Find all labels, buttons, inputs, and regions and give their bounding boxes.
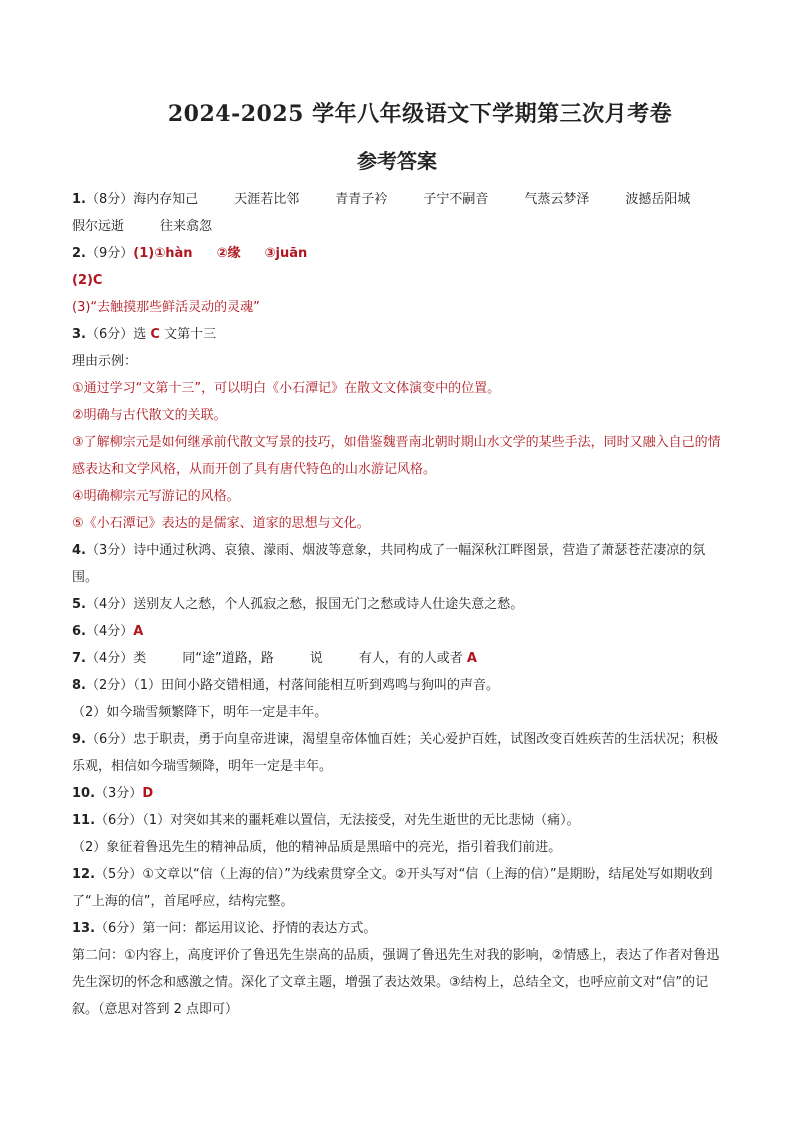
q7-c: 说 — [309, 651, 323, 666]
q10-number: 10. — [72, 786, 96, 801]
answer-content — [72, 186, 727, 1023]
q13-line-2: 第二问：①内容上，高度评价了鲁迅先生崇高的品质，强调了鲁迅先生对我的影响，②情感上，表达了作者对鲁迅先生深切的怀念和感激之情。深化了文章主题，增强了表达效果。③结构上，总结全文，也呼应前文对“信”的记叙。（意思对答到 2 点即可） — [72, 948, 720, 1017]
q7-choice: A — [466, 651, 477, 666]
q2-part1-b: ②缘 — [216, 246, 241, 261]
q7-a: 类 — [133, 651, 147, 666]
q2-answer — [72, 240, 727, 267]
q7-number: 7. — [72, 651, 86, 666]
q3-answer — [72, 321, 727, 348]
q13-answer — [72, 915, 727, 942]
q6-choice: A — [133, 624, 144, 639]
q13-score: （6分） — [95, 921, 143, 936]
q1-answer — [72, 186, 727, 213]
q5-score: （4分） — [85, 597, 134, 612]
q2-score: （9分） — [85, 246, 134, 261]
q3-choice-prefix: 选 — [133, 327, 151, 342]
q8-line-1: （1）田间小路交错相通，村落间能相互听到鸡鸣与狗叫的声音。 — [133, 678, 500, 693]
q13-line-1: 第一问：都运用议论、抒情的表达方式。 — [142, 921, 377, 936]
q5-text: 送别友人之愁，个人孤寂之愁，报国无门之愁或诗人仕途失意之愁。 — [133, 597, 524, 612]
q3-choice-text: 文第十三 — [159, 327, 217, 342]
q3-reason-5: ⑤《小石潭记》表达的是儒家、道家的思想与文化。 — [72, 516, 370, 531]
q2-part3: (3)“去触摸那些鲜活灵动的灵魂” — [72, 300, 260, 315]
q4-score: （3分） — [85, 543, 134, 558]
q8-score: （2分） — [85, 678, 134, 693]
q2-number: 2. — [72, 246, 86, 261]
q2-part2: (2)C — [72, 273, 103, 288]
q1-item-5: 气蒸云梦泽 — [524, 192, 590, 207]
q2-part1-label: (1) — [133, 246, 155, 261]
q1-item-7: 假尔远逝 — [72, 219, 125, 234]
q3-score: （6分） — [85, 327, 134, 342]
q7-d: 有人，有的人或者 — [358, 651, 467, 666]
q7-b: 同“途”道路，路 — [182, 651, 274, 666]
q9-score: （6分） — [85, 732, 134, 747]
q1-item-1: 海内存知己 — [133, 192, 199, 207]
q8-number: 8. — [72, 678, 86, 693]
q3-choice-letter: C — [150, 327, 160, 342]
q3-reason-2: ②明确与古代散文的关联。 — [72, 408, 227, 423]
q1-item-8: 往来翕忽 — [160, 219, 213, 234]
q1-score: （8分） — [85, 192, 134, 207]
q6-number: 6. — [72, 624, 86, 639]
q7-score: （4分） — [85, 651, 134, 666]
q6-answer — [72, 618, 727, 645]
q3-number: 3. — [72, 327, 86, 342]
q1-answer-cont — [72, 213, 727, 240]
q4-number: 4. — [72, 543, 86, 558]
q3-reason-4: ④明确柳宗元写游记的风格。 — [72, 489, 240, 504]
q12-text: ①文章以“信（上海的信）”为线索贯穿全文。②开头写对“信（上海的信）”是期盼，结尾处写如期收到了“上海的信”，首尾呼应，结构完整。 — [72, 867, 713, 909]
q11-line-1: （1）对突如其来的噩耗难以置信，无法接受，对先生逝世的无比悲恸（痛）。 — [142, 813, 580, 828]
page-subtitle: 参考答案 — [357, 149, 437, 173]
q3-reason-3: ③了解柳宗元是如何继承前代散文写景的技巧，如借鉴魏晋南北朝时期山水文学的某些手法，同时又融入自己的情感表达和文学风格，从而开创了具有唐代特色的山水游记风格。 — [72, 435, 721, 477]
q12-answer — [72, 861, 727, 915]
q9-number: 9. — [72, 732, 86, 747]
q6-score: （4分） — [85, 624, 134, 639]
q11-answer — [72, 807, 727, 834]
q11-score: （6分） — [95, 813, 143, 828]
q1-number: 1. — [72, 192, 86, 207]
q1-item-6: 波撼岳阳城 — [625, 192, 691, 207]
page-title: 2024-2025 学年八年级语文下学期第三次月考卷 — [167, 101, 673, 127]
q10-answer — [72, 780, 727, 807]
q12-score: （5分） — [95, 867, 143, 882]
q8-line-2: （2）如今瑞雪频繁降下，明年一定是丰年。 — [72, 705, 328, 720]
q2-part1-c: ③juān — [264, 246, 308, 261]
q11-number: 11. — [72, 813, 96, 828]
q7-answer — [72, 645, 727, 672]
q8-answer — [72, 672, 727, 699]
q1-item-3: 青青子衿 — [335, 192, 388, 207]
q5-answer — [72, 591, 727, 618]
q1-item-2: 天涯若比邻 — [234, 192, 300, 207]
q10-choice: D — [142, 786, 154, 801]
q3-reason-label: 理由示例： — [72, 354, 138, 369]
q4-text: 诗中通过秋鸿、哀猿、濛雨、烟波等意象，共同构成了一幅深秋江畔图景，营造了萧瑟苍茫凄凉的氛围。 — [72, 543, 706, 585]
q9-answer — [72, 726, 727, 780]
q12-number: 12. — [72, 867, 96, 882]
q2-part1-a: ①hàn — [154, 246, 193, 261]
q10-score: （3分） — [95, 786, 143, 801]
q5-number: 5. — [72, 597, 86, 612]
q11-line-2: （2）象征着鲁迅先生的精神品质，他的精神品质是黑暗中的亮光，指引着我们前进。 — [72, 840, 562, 855]
q9-text: 忠于职责，勇于向皇帝进谏，渴望皇帝体恤百姓；关心爱护百姓，试图改变百姓疾苦的生活状况；积极乐观，相信如今瑞雪频降，明年一定是丰年。 — [72, 732, 719, 774]
q13-number: 13. — [72, 921, 96, 936]
q3-reason-1: ①通过学习“文第十三”，可以明白《小石潭记》在散文文体演变中的位置。 — [72, 381, 501, 396]
q4-answer — [72, 537, 727, 591]
q1-item-4: 子宁不嗣音 — [423, 192, 489, 207]
